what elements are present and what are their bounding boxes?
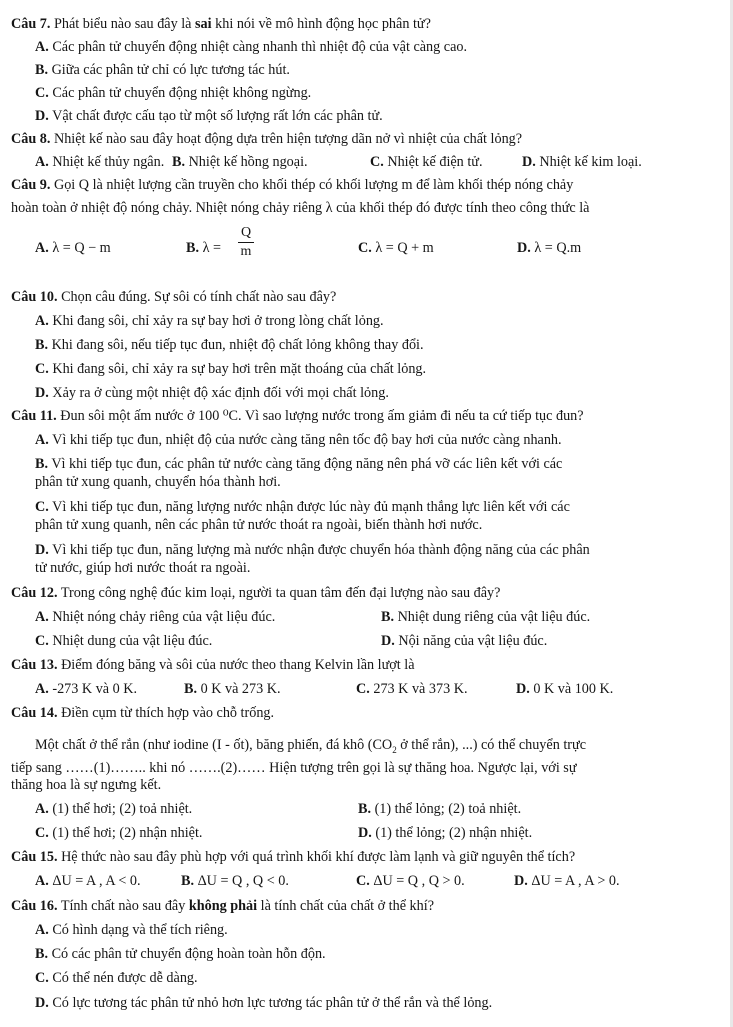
option-label: C. — [35, 361, 49, 377]
fraction-bar — [238, 242, 254, 243]
option-text: Có lực tương tác phân tử nhỏ hơn lực tương tác phân tử ở thể rắn và thể lỏng. — [52, 995, 493, 1011]
option-a — [35, 432, 562, 449]
question-text: Nhiệt kế nào sau đây hoạt động dựa trên hiện tượng dãn nở vì nhiệt của chất lỏng? — [53, 131, 523, 147]
paragraph-text: ở thể rắn), ...) có thể chuyển trực — [396, 737, 586, 753]
option-text: 273 K và 373 K. — [373, 681, 468, 697]
question-16 — [11, 898, 434, 915]
option-formula: λ = — [202, 240, 221, 256]
question-7 — [11, 16, 431, 33]
option-d — [514, 873, 620, 890]
option-a — [35, 609, 275, 626]
question-8 — [11, 131, 522, 148]
option-text: phân tử xung quanh, chuyển hóa thành hơi. — [35, 474, 281, 490]
option-label: B. — [381, 609, 395, 625]
option-label: A. — [35, 609, 49, 625]
option-b — [35, 337, 424, 354]
option-text: Nhiệt kế hồng ngoại. — [188, 154, 308, 170]
question-label: Câu 15. — [11, 849, 58, 865]
question-label: Câu 13. — [11, 657, 58, 673]
fraction-denominator: m — [240, 244, 252, 259]
option-label: C. — [358, 240, 372, 256]
option-text: Nội năng của vật liệu đúc. — [398, 633, 548, 649]
option-label: B. — [358, 801, 372, 817]
question-text: Gọi Q là nhiệt lượng cần truyền cho khối thép có khối lượng m để làm khối thép nóng chảy — [53, 177, 574, 193]
question-label: Câu 9. — [11, 177, 51, 193]
option-label: C. — [35, 970, 49, 986]
option-text: Xảy ra ở cùng một nhiệt độ xác định đối với mọi chất lỏng. — [52, 385, 389, 401]
option-c — [35, 970, 198, 987]
question-12 — [11, 585, 500, 602]
option-text: Vật chất được cấu tạo từ một số lượng rất lớn các phân tử. — [52, 108, 383, 124]
option-c-continued — [35, 517, 482, 534]
question-15 — [11, 849, 575, 866]
option-a — [35, 801, 192, 818]
option-text: (1) thể hơi; (2) nhận nhiệt. — [52, 825, 203, 841]
option-formula: λ = Q + m — [375, 240, 434, 256]
option-label: A. — [35, 240, 49, 256]
question-text: Đun sôi một ấm nước ở 100 ⁰C. Vì sao lượng nước trong ấm giảm đi nếu ta cứ tiếp tục đun? — [60, 408, 584, 424]
option-b — [381, 609, 590, 626]
option-label: A. — [35, 801, 49, 817]
option-text: Giữa các phân tử chỉ có lực tương tác hút. — [51, 62, 290, 78]
question-14 — [11, 705, 274, 722]
option-formula: λ = Q − m — [52, 240, 111, 256]
option-d — [35, 995, 492, 1012]
option-label: C. — [35, 825, 49, 841]
option-text: Các phân tử chuyển động nhiệt càng nhanh thì nhiệt độ của vật càng cao. — [52, 39, 468, 55]
option-label: A. — [35, 873, 49, 889]
option-text: Nhiệt dung của vật liệu đúc. — [52, 633, 213, 649]
option-c — [35, 499, 570, 516]
option-b — [184, 681, 281, 698]
question-9 — [11, 177, 573, 194]
option-a — [35, 154, 164, 171]
option-c — [35, 361, 426, 378]
option-label: D. — [35, 995, 49, 1011]
fraction-numerator: Q — [240, 225, 252, 240]
option-label: B. — [184, 681, 198, 697]
option-b — [172, 154, 308, 171]
question-text: Chọn câu đúng. Sự sôi có tính chất nào sau đây? — [61, 289, 337, 305]
fraction — [238, 225, 254, 260]
option-label: A. — [35, 432, 49, 448]
option-c — [358, 240, 434, 257]
question-14-paragraph-line2 — [11, 760, 577, 777]
question-text: Trong công nghệ đúc kim loại, người ta quan tâm đến đại lượng nào sau đây? — [60, 585, 501, 601]
option-text: Khi đang sôi, chỉ xảy ra sự bay hơi trên mặt thoáng của chất lỏng. — [52, 361, 427, 377]
question-text: hoàn toàn ở nhiệt độ nóng chảy. Nhiệt nóng chảy riêng λ của khối thép đó được tính theo công thức là — [11, 200, 590, 216]
option-b — [35, 62, 290, 79]
option-d — [516, 681, 613, 698]
option-c — [35, 633, 212, 650]
option-text: Vì khi tiếp tục đun, năng lượng mà nước nhận được chuyển hóa thành động năng của các phân — [52, 542, 590, 558]
option-text: -273 K và 0 K. — [52, 681, 138, 697]
option-text: Nhiệt kế thủy ngân. — [52, 154, 165, 170]
option-formula: ΔU = Q , Q > 0. — [373, 873, 465, 889]
option-label: D. — [517, 240, 531, 256]
option-text: Vì khi tiếp tục đun, năng lượng nước nhận được lúc này đủ mạnh thắng lực liên kết với các — [52, 499, 570, 515]
option-text: Có các phân tử chuyển động hoàn toàn hỗn độn. — [51, 946, 326, 962]
question-label: Câu 7. — [11, 16, 51, 32]
option-text: 0 K và 273 K. — [200, 681, 281, 697]
question-14-paragraph-line3 — [11, 777, 161, 794]
subscript: 2 — [392, 744, 397, 755]
question-text: Điểm đóng băng và sôi của nước theo thang Kelvin lần lượt là — [61, 657, 415, 673]
question-13 — [11, 657, 415, 674]
option-formula: λ = Q.m — [534, 240, 582, 256]
option-formula: ΔU = A , A > 0. — [531, 873, 620, 889]
option-label: C. — [35, 85, 49, 101]
option-d — [35, 108, 383, 125]
option-label: B. — [172, 154, 186, 170]
option-d — [381, 633, 547, 650]
option-c — [356, 873, 465, 890]
option-text: Vì khi tiếp tục đun, nhiệt độ của nước càng tăng nên tốc độ bay hơi của nước càng nhanh. — [52, 432, 562, 448]
option-formula: ΔU = A , A < 0. — [52, 873, 141, 889]
question-text: khi nói về mô hình động học phân tử? — [215, 16, 431, 32]
option-text: Nhiệt kế kim loại. — [539, 154, 642, 170]
question-label: Câu 8. — [11, 131, 51, 147]
paragraph-text: tiếp sang ……(1)…….. khi nó …….(2)…… Hiện tượng trên gọi là sự thăng hoa. Ngược lại, với sự — [11, 760, 577, 776]
option-d — [522, 154, 642, 171]
option-label: A. — [35, 681, 49, 697]
option-a — [35, 313, 384, 330]
option-d — [35, 542, 590, 559]
question-label: Câu 16. — [11, 898, 58, 914]
option-c — [370, 154, 483, 171]
option-label: A. — [35, 39, 49, 55]
option-label: D. — [35, 542, 49, 558]
option-a — [35, 873, 141, 890]
option-label: D. — [381, 633, 395, 649]
option-a — [35, 681, 137, 698]
option-a — [35, 922, 228, 939]
option-label: C. — [35, 499, 49, 515]
option-text: tử nước, giúp hơi nước thoát ra ngoài. — [35, 560, 251, 576]
option-b-continued — [35, 474, 281, 491]
option-label: D. — [514, 873, 528, 889]
option-label: A. — [35, 313, 49, 329]
option-label: C. — [356, 681, 370, 697]
option-label: D. — [35, 385, 49, 401]
option-text: Nhiệt kế điện tử. — [387, 154, 483, 170]
question-11 — [11, 408, 584, 425]
option-label: B. — [35, 456, 49, 472]
option-label: B. — [35, 62, 49, 78]
option-c — [356, 681, 468, 698]
question-label: Câu 14. — [11, 705, 58, 721]
option-label: C. — [35, 633, 49, 649]
option-a — [35, 39, 467, 56]
option-b — [186, 240, 221, 257]
option-formula: ΔU = Q , Q < 0. — [197, 873, 289, 889]
question-text: Điền cụm từ thích hợp vào chỗ trống. — [61, 705, 275, 721]
option-c — [35, 85, 311, 102]
question-emphasis: sai — [195, 16, 212, 32]
option-b — [35, 946, 326, 963]
option-label: C. — [370, 154, 384, 170]
option-label: A. — [35, 922, 49, 938]
option-text: phân tử xung quanh, nên các phân tử nước thoát ra ngoài, biến thành hơi nước. — [35, 517, 483, 533]
option-b — [35, 456, 562, 473]
question-14-paragraph — [35, 737, 586, 759]
option-label: D. — [35, 108, 49, 124]
option-text: Khi đang sôi, nếu tiếp tục đun, nhiệt độ chất lỏng không thay đổi. — [51, 337, 424, 353]
option-label: B. — [181, 873, 195, 889]
option-d — [517, 240, 581, 257]
option-label: B. — [186, 240, 200, 256]
option-label: D. — [358, 825, 372, 841]
question-text: Hệ thức nào sau đây phù hợp với quá trình khối khí được làm lạnh và giữ nguyên thể tích? — [61, 849, 576, 865]
option-d-continued — [35, 560, 250, 577]
option-label: C. — [356, 873, 370, 889]
question-label: Câu 12. — [11, 585, 58, 601]
question-text: Phát biểu nào sau đây là — [53, 16, 192, 32]
option-label: B. — [35, 946, 49, 962]
question-9-continued — [11, 200, 589, 217]
option-c — [35, 825, 202, 842]
option-b — [358, 801, 521, 818]
question-label: Câu 10. — [11, 289, 58, 305]
option-text: Có hình dạng và thể tích riêng. — [52, 922, 228, 938]
paragraph-text: Một chất ở thể rắn (như iodine (I - ốt), băng phiến, đá khô (CO — [35, 737, 393, 753]
option-text: (1) thể hơi; (2) toả nhiệt. — [52, 801, 193, 817]
option-text: (1) thể lỏng; (2) nhận nhiệt. — [375, 825, 533, 841]
question-emphasis: không phải — [188, 898, 258, 914]
option-d — [358, 825, 532, 842]
option-text: Vì khi tiếp tục đun, các phân tử nước càng tăng động năng nên phá vỡ các liên kết với các — [51, 456, 563, 472]
question-text: Tính chất nào sau đây — [60, 898, 186, 914]
question-label: Câu 11. — [11, 408, 57, 424]
option-a — [35, 240, 111, 257]
option-label: A. — [35, 154, 49, 170]
question-text: là tính chất của chất ở thể khí? — [260, 898, 434, 914]
option-text: Nhiệt nóng chảy riêng của vật liệu đúc. — [52, 609, 276, 625]
option-text: 0 K và 100 K. — [533, 681, 614, 697]
option-text: Các phân tử chuyển động nhiệt không ngừng. — [52, 85, 312, 101]
option-label: D. — [516, 681, 530, 697]
option-text: Có thể nén được dễ dàng. — [52, 970, 198, 986]
option-text: Nhiệt dung riêng của vật liệu đúc. — [397, 609, 591, 625]
question-10 — [11, 289, 336, 306]
option-b — [181, 873, 289, 890]
option-text: (1) thể lỏng; (2) toả nhiệt. — [374, 801, 522, 817]
option-d — [35, 385, 389, 402]
option-label: D. — [522, 154, 536, 170]
option-label: B. — [35, 337, 49, 353]
paragraph-text: thăng hoa là sự ngưng kết. — [11, 777, 162, 793]
option-text: Khi đang sôi, chỉ xảy ra sự bay hơi ở trong lòng chất lỏng. — [52, 313, 384, 329]
